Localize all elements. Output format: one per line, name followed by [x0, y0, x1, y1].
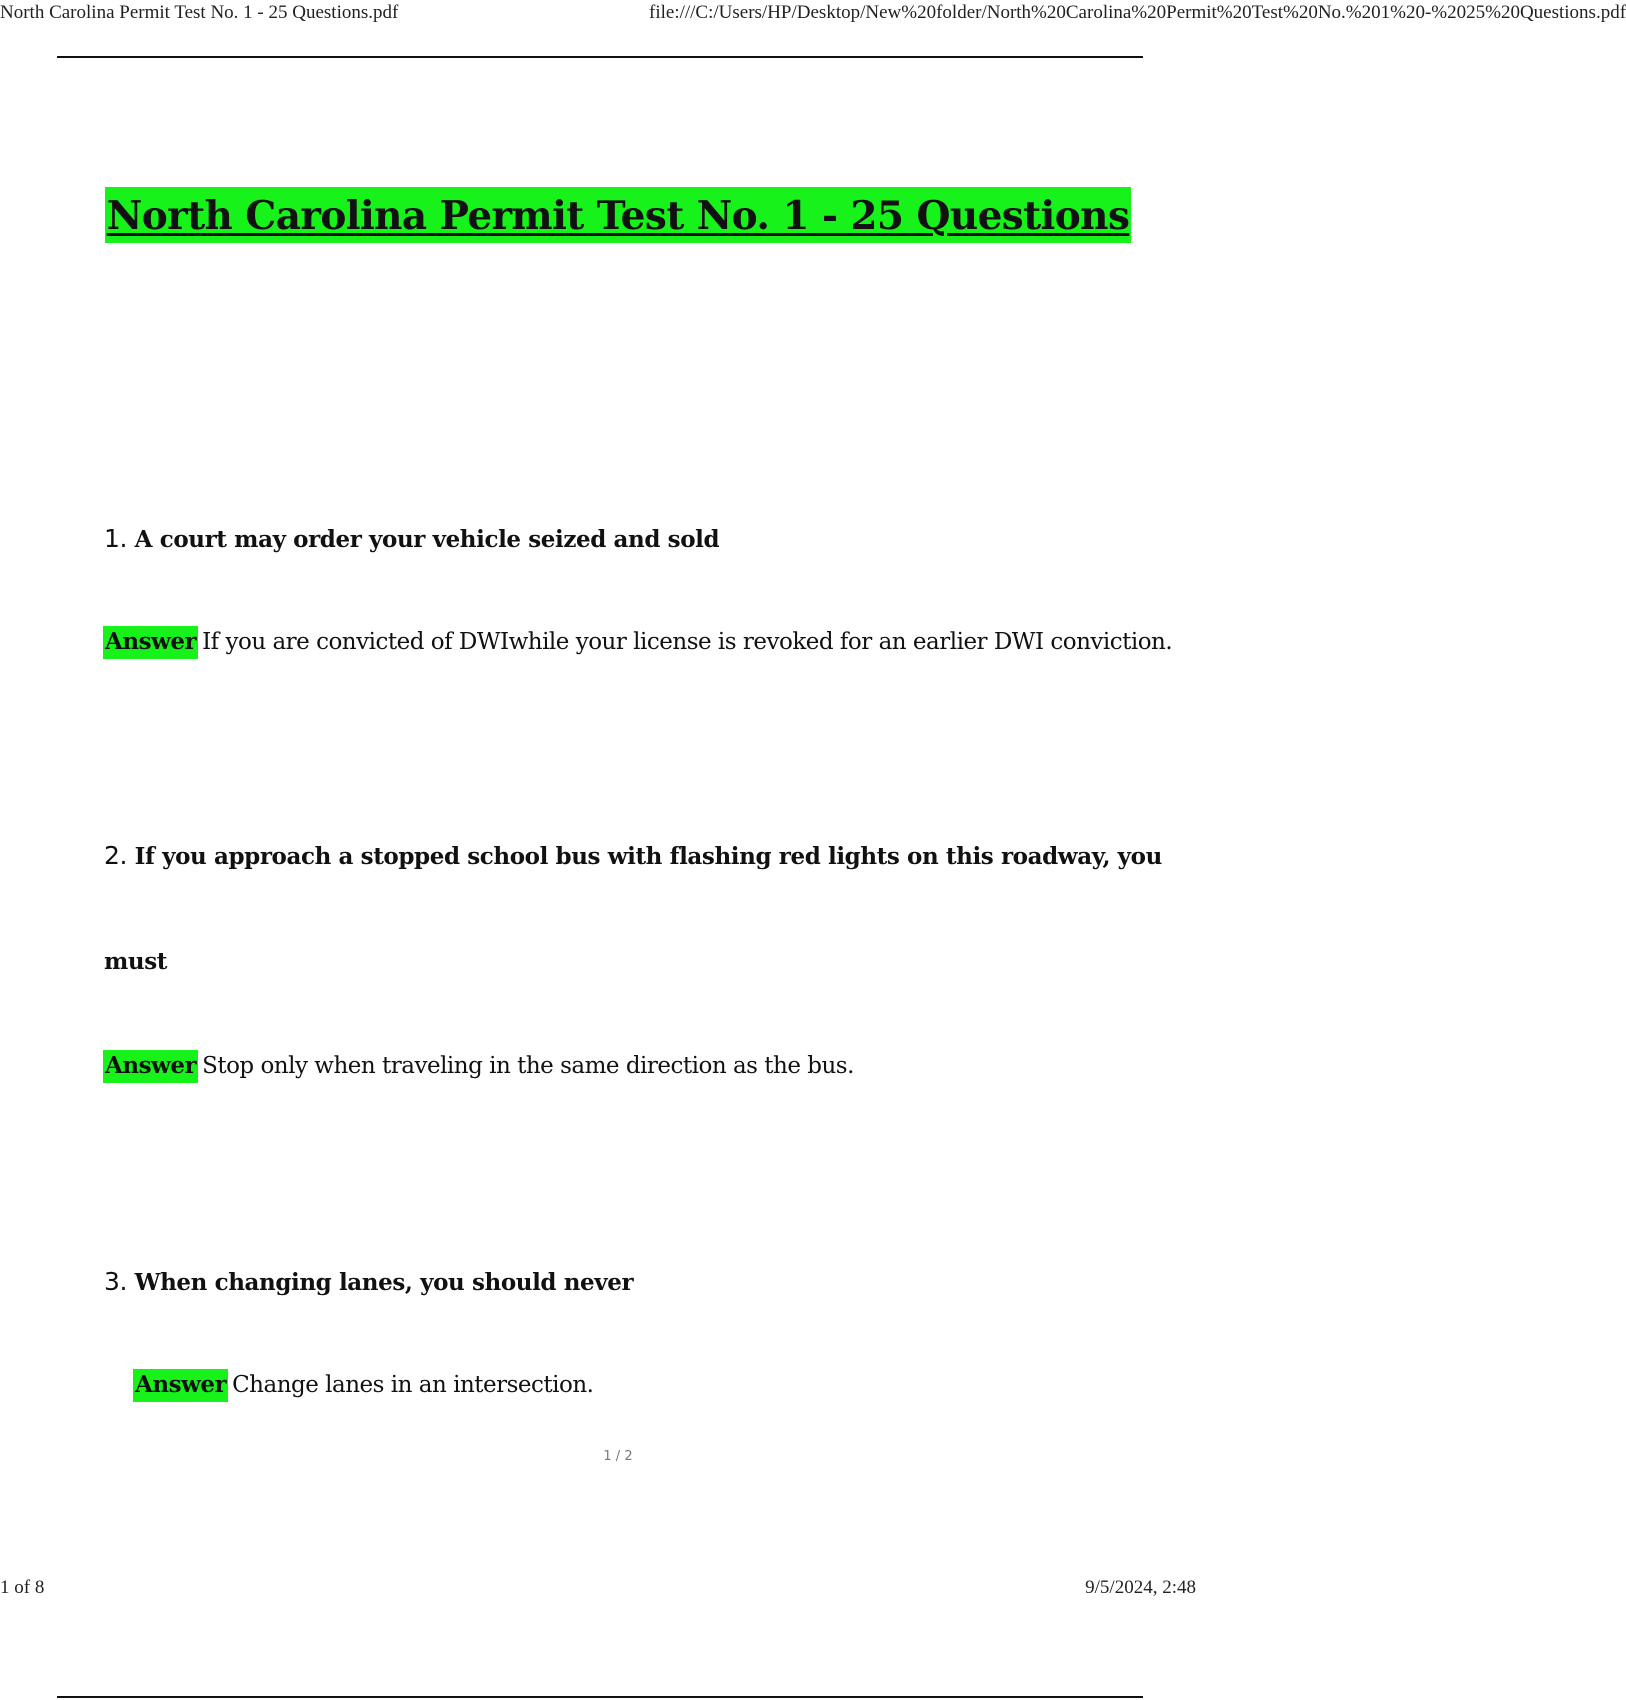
question-text: A court may order your vehicle seized and sold [134, 526, 720, 553]
answer-2 [103, 1052, 854, 1079]
footer-rule [57, 1696, 1143, 1698]
question-text: If you approach a stopped school bus with flashing red lights on this roadway, you [134, 843, 1162, 870]
answer-label: Answer [103, 1050, 198, 1083]
header-rule [57, 56, 1143, 58]
answer-label: Answer [103, 626, 198, 659]
document-title [0, 193, 1236, 239]
question-3 [104, 1267, 633, 1296]
answer-text: Stop only when traveling in the same direction as the bus. [202, 1053, 854, 1079]
print-footer-datetime: 9/5/2024, 2:48 [1085, 1577, 1196, 1598]
question-number: 3. [104, 1267, 128, 1296]
question-number: 1. [104, 524, 128, 553]
question-text: When changing lanes, you should never [134, 1269, 634, 1296]
document-title-highlight: North Carolina Permit Test No. 1 - 25 Questions [105, 187, 1132, 243]
answer-text: Change lanes in an intersection. [232, 1372, 594, 1398]
question-2-continued [104, 948, 167, 975]
answer-1 [103, 628, 1172, 655]
answer-text: If you are convicted of DWIwhile your license is revoked for an earlier DWI conviction. [202, 629, 1173, 655]
print-footer-page-count: 1 of 8 [0, 1577, 45, 1598]
print-header-document-name: North Carolina Permit Test No. 1 - 25 Questions.pdf [0, 2, 399, 23]
question-1 [104, 524, 719, 553]
question-2 [104, 841, 1162, 870]
question-number: 2. [104, 841, 128, 870]
print-header-file-url: file:///C:/Users/HP/Desktop/New%20folder/North%20Carolina%20Permit%20Test%20No.%201%20-%2025%20Questions.pdf [649, 2, 1626, 23]
page-indicator: 1 / 2 [603, 1449, 633, 1464]
answer-label: Answer [133, 1369, 228, 1402]
answer-3 [133, 1371, 593, 1398]
question-text: must [104, 948, 168, 975]
